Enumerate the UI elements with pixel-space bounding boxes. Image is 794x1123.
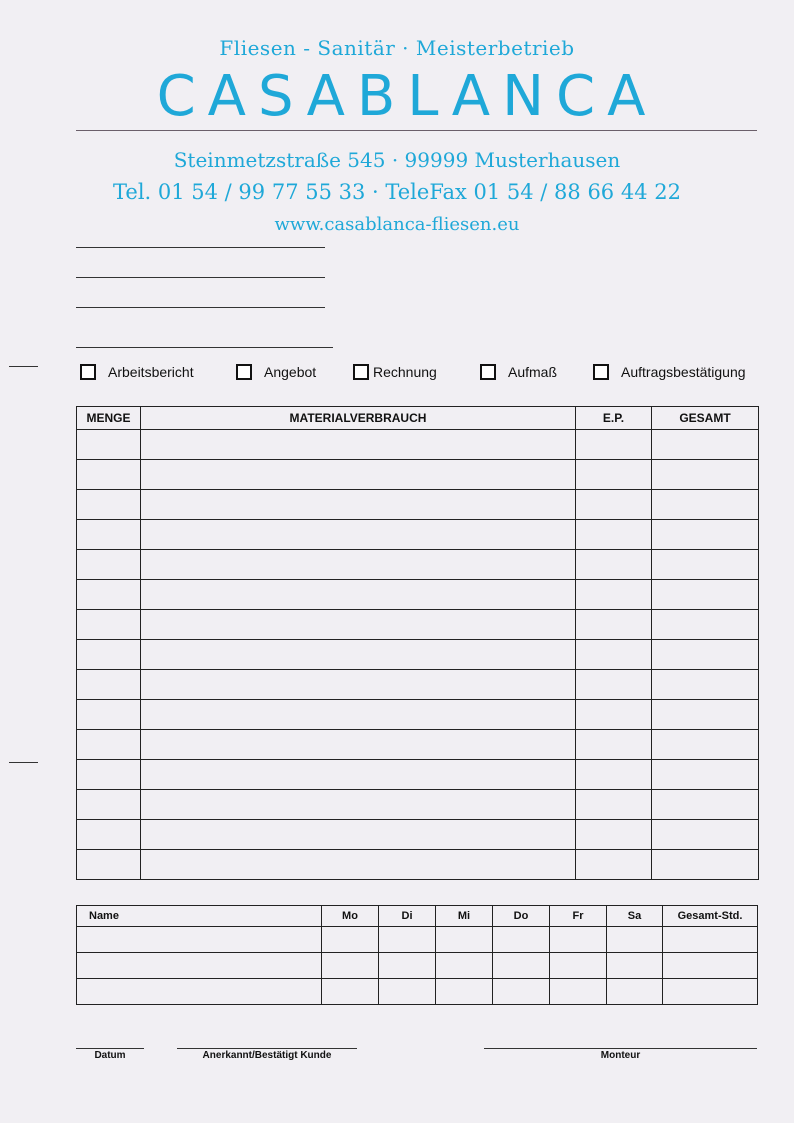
cell-di[interactable] — [379, 979, 436, 1005]
cell-sa[interactable] — [607, 927, 663, 953]
cell-material[interactable] — [141, 730, 576, 760]
hours-table — [76, 905, 758, 1005]
cell-menge[interactable] — [77, 430, 141, 460]
cell-name[interactable] — [77, 953, 322, 979]
fold-mark-bottom — [9, 762, 38, 763]
table-row — [77, 979, 758, 1005]
material-rows — [77, 430, 759, 880]
cell-material[interactable] — [141, 550, 576, 580]
cell-sa[interactable] — [607, 953, 663, 979]
cell-material[interactable] — [141, 430, 576, 460]
cell-fr[interactable] — [550, 979, 607, 1005]
cell-di[interactable] — [379, 927, 436, 953]
address-line-4[interactable] — [76, 347, 333, 348]
cell-material[interactable] — [141, 700, 576, 730]
header-rule — [76, 130, 757, 131]
signature-installer-label: Monteur — [600, 1050, 641, 1061]
cell-material[interactable] — [141, 850, 576, 880]
cell-ep[interactable] — [576, 520, 652, 550]
table-row — [77, 610, 759, 640]
header-materialverbrauch: MATERIALVERBRAUCH — [141, 407, 576, 430]
cell-ep[interactable] — [576, 580, 652, 610]
checkbox-rechnung[interactable] — [353, 364, 369, 380]
cell-material[interactable] — [141, 490, 576, 520]
cell-gesamt[interactable] — [652, 640, 759, 670]
header-menge: MENGE — [77, 407, 141, 430]
hours-rows — [77, 927, 758, 1005]
cell-gesamt[interactable] — [652, 430, 759, 460]
company-phone: Tel. 01 54 / 99 77 55 33 · TeleFax 01 54 / 88 66 44 22 — [113, 180, 681, 204]
cell-menge[interactable] — [77, 790, 141, 820]
cell-ep[interactable] — [576, 640, 652, 670]
cell-gesamt[interactable] — [652, 760, 759, 790]
cell-gesamt[interactable] — [652, 520, 759, 550]
header-di: Di — [379, 906, 436, 927]
cell-material[interactable] — [141, 790, 576, 820]
header-mi: Mi — [436, 906, 493, 927]
cell-material[interactable] — [141, 580, 576, 610]
table-row — [77, 520, 759, 550]
cell-mo[interactable] — [322, 927, 379, 953]
cell-menge[interactable] — [77, 670, 141, 700]
cell-ep[interactable] — [576, 850, 652, 880]
table-row — [77, 550, 759, 580]
cell-menge[interactable] — [77, 850, 141, 880]
option-label: Arbeitsbericht — [108, 364, 194, 380]
cell-gesamt-std[interactable] — [663, 953, 758, 979]
signature-date[interactable] — [76, 1048, 144, 1061]
table-row — [77, 430, 759, 460]
table-row — [77, 460, 759, 490]
company-address: Steinmetzstraße 545 · 99999 Musterhausen — [173, 148, 621, 172]
cell-do[interactable] — [493, 979, 550, 1005]
cell-gesamt[interactable] — [652, 730, 759, 760]
cell-menge[interactable] — [77, 640, 141, 670]
checkbox-arbeitsbericht[interactable] — [80, 364, 96, 380]
table-row — [77, 953, 758, 979]
header-gesamt-std: Gesamt-Std. — [663, 906, 758, 927]
cell-ep[interactable] — [576, 610, 652, 640]
option-rechnung[interactable] — [353, 364, 437, 380]
cell-material[interactable] — [141, 760, 576, 790]
cell-menge[interactable] — [77, 460, 141, 490]
cell-fr[interactable] — [550, 927, 607, 953]
cell-gesamt[interactable] — [652, 610, 759, 640]
document-type-options — [0, 364, 794, 384]
header-gesamt: GESAMT — [652, 407, 759, 430]
signature-customer[interactable] — [177, 1048, 357, 1061]
option-aufmass[interactable] — [480, 364, 557, 380]
cell-name[interactable] — [77, 927, 322, 953]
cell-mi[interactable] — [436, 979, 493, 1005]
address-line-2[interactable] — [76, 277, 325, 278]
cell-gesamt[interactable] — [652, 580, 759, 610]
table-row — [77, 927, 758, 953]
cell-menge[interactable] — [77, 760, 141, 790]
option-label: Auftragsbestätigung — [621, 364, 746, 380]
company-website: www.casablanca-fliesen.eu — [274, 214, 520, 235]
cell-gesamt[interactable] — [652, 490, 759, 520]
cell-ep[interactable] — [576, 430, 652, 460]
table-row — [77, 850, 759, 880]
cell-menge[interactable] — [77, 700, 141, 730]
cell-material[interactable] — [141, 520, 576, 550]
cell-gesamt[interactable] — [652, 820, 759, 850]
cell-material[interactable] — [141, 820, 576, 850]
header-sa: Sa — [607, 906, 663, 927]
cell-ep[interactable] — [576, 730, 652, 760]
company-tagline: Fliesen - Sanitär · Meisterbetrieb — [219, 36, 575, 60]
cell-ep[interactable] — [576, 670, 652, 700]
header-do: Do — [493, 906, 550, 927]
cell-material[interactable] — [141, 640, 576, 670]
table-row — [77, 670, 759, 700]
cell-mi[interactable] — [436, 953, 493, 979]
cell-ep[interactable] — [576, 490, 652, 520]
cell-do[interactable] — [493, 953, 550, 979]
header-ep: E.P. — [576, 407, 652, 430]
cell-gesamt[interactable] — [652, 790, 759, 820]
cell-do[interactable] — [493, 927, 550, 953]
option-label: Aufmaß — [508, 364, 558, 380]
cell-mi[interactable] — [436, 927, 493, 953]
option-label: Angebot — [264, 364, 317, 380]
checkbox-angebot[interactable] — [236, 364, 252, 380]
cell-menge[interactable] — [77, 520, 141, 550]
cell-ep[interactable] — [576, 790, 652, 820]
option-label: Rechnung — [373, 364, 437, 380]
table-row — [77, 700, 759, 730]
cell-material[interactable] — [141, 670, 576, 700]
cell-gesamt-std[interactable] — [663, 979, 758, 1005]
table-row — [77, 820, 759, 850]
cell-gesamt[interactable] — [652, 850, 759, 880]
signature-date-label: Datum — [94, 1050, 126, 1061]
cell-sa[interactable] — [607, 979, 663, 1005]
table-row — [77, 760, 759, 790]
table-row — [77, 580, 759, 610]
cell-gesamt[interactable] — [652, 700, 759, 730]
cell-gesamt[interactable] — [652, 460, 759, 490]
cell-gesamt[interactable] — [652, 670, 759, 700]
cell-material[interactable] — [141, 460, 576, 490]
header-fr: Fr — [550, 906, 607, 927]
table-row — [77, 790, 759, 820]
hours-header-row — [77, 906, 758, 927]
checkbox-auftragsbestaetigung[interactable] — [593, 364, 609, 380]
material-table — [76, 406, 759, 880]
header-mo: Mo — [322, 906, 379, 927]
cell-ep[interactable] — [576, 550, 652, 580]
cell-ep[interactable] — [576, 700, 652, 730]
cell-menge[interactable] — [77, 490, 141, 520]
cell-fr[interactable] — [550, 953, 607, 979]
cell-name[interactable] — [77, 979, 322, 1005]
cell-gesamt-std[interactable] — [663, 927, 758, 953]
cell-mo[interactable] — [322, 953, 379, 979]
cell-di[interactable] — [379, 953, 436, 979]
table-row — [77, 640, 759, 670]
table-row — [77, 490, 759, 520]
cell-ep[interactable] — [576, 460, 652, 490]
cell-mo[interactable] — [322, 979, 379, 1005]
signature-installer[interactable] — [484, 1048, 757, 1061]
cell-material[interactable] — [141, 610, 576, 640]
signature-customer-label: Anerkannt/Bestätigt Kunde — [202, 1050, 332, 1061]
cell-gesamt[interactable] — [652, 550, 759, 580]
address-line-1[interactable] — [76, 247, 325, 248]
cell-menge[interactable] — [77, 580, 141, 610]
cell-menge[interactable] — [77, 610, 141, 640]
address-line-3[interactable] — [76, 307, 325, 308]
option-auftragsbestaetigung[interactable] — [593, 364, 746, 380]
company-name: CASABLANCA — [156, 64, 658, 129]
cell-ep[interactable] — [576, 820, 652, 850]
cell-ep[interactable] — [576, 760, 652, 790]
header-name: Name — [77, 906, 322, 927]
checkbox-aufmass[interactable] — [480, 364, 496, 380]
table-row — [77, 730, 759, 760]
material-header-row — [77, 407, 759, 430]
cell-menge[interactable] — [77, 550, 141, 580]
cell-menge[interactable] — [77, 730, 141, 760]
cell-menge[interactable] — [77, 820, 141, 850]
option-angebot[interactable] — [236, 364, 316, 380]
option-arbeitsbericht[interactable] — [80, 364, 194, 380]
